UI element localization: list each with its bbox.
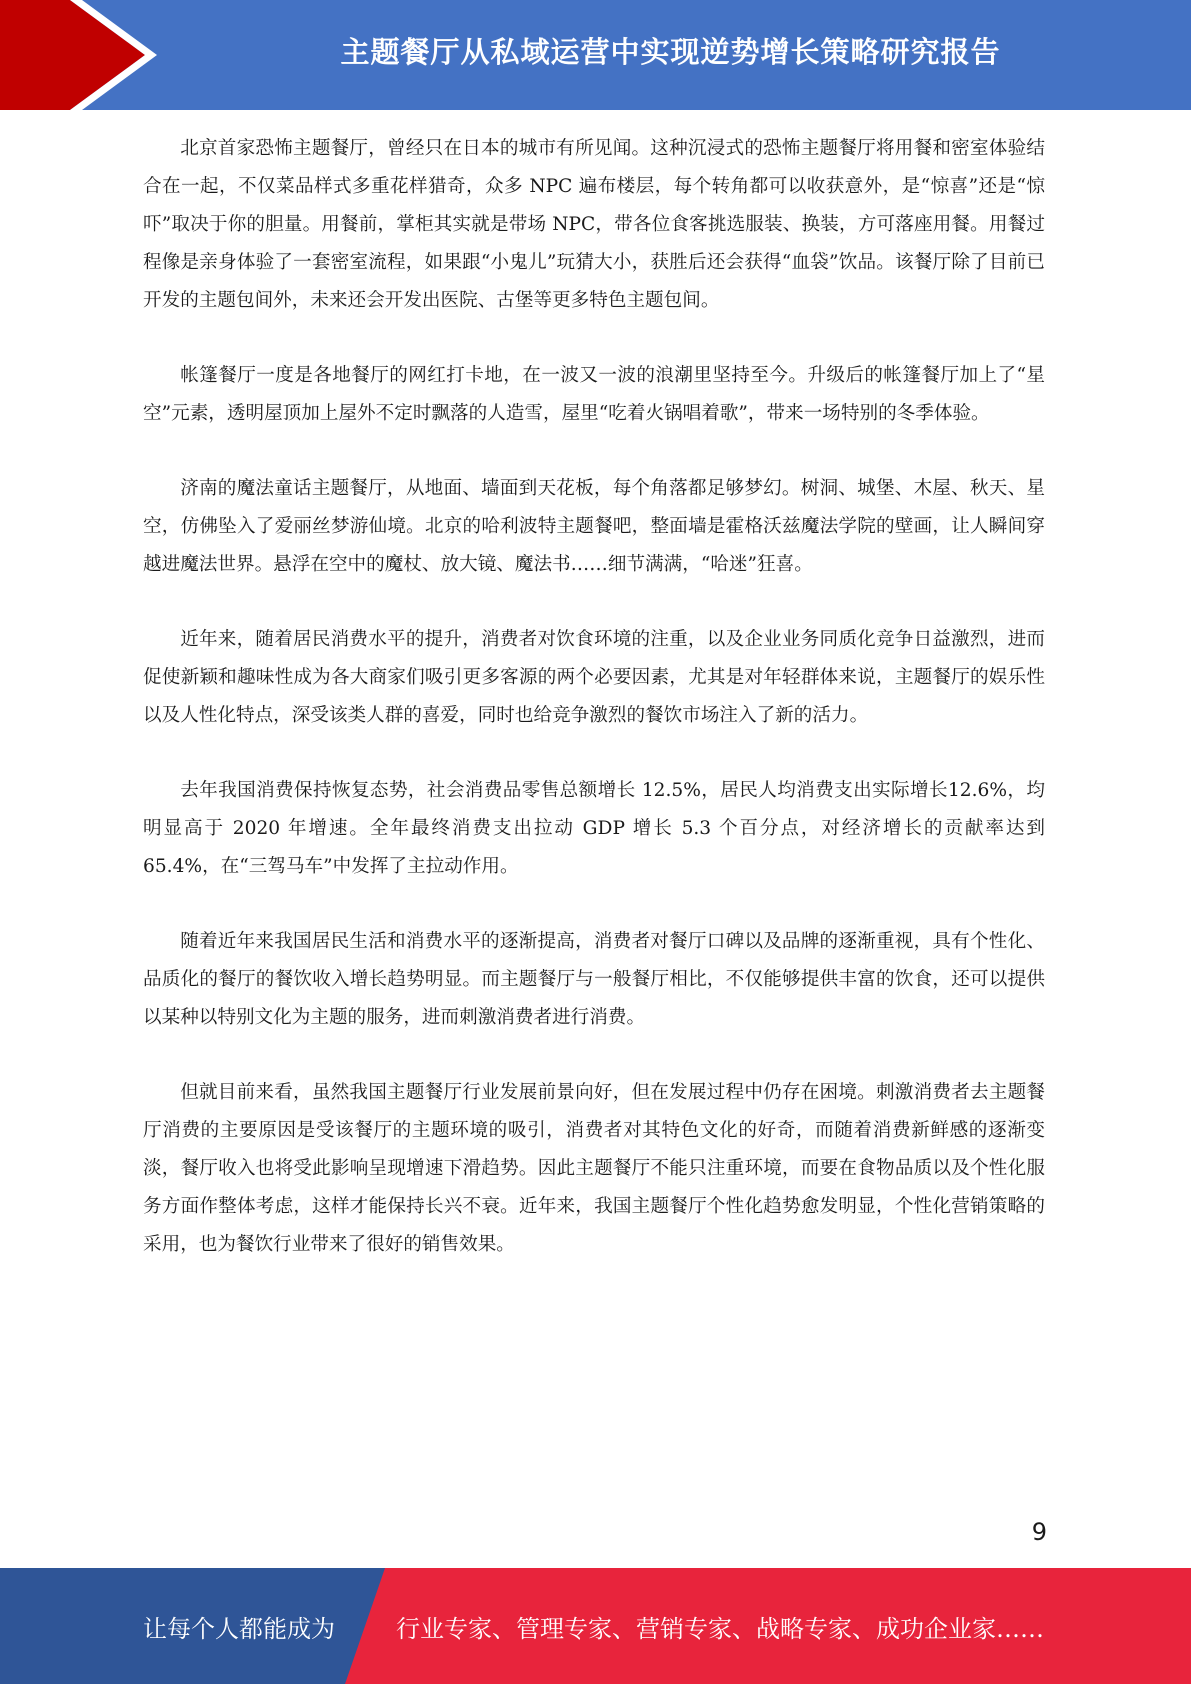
paragraph-7: 但就目前来看，虽然我国主题餐厅行业发展前景向好，但在发展过程中仍存在困境。刺激消费者去主题餐厅消费的主要原因是受该餐厅的主题环境的吸引，消费者对其特色文化的好奇，而随着消费新鲜感的逐渐变淡，餐厅收入也将受此影响呈现增速下滑趋势。因此主题餐厅不能只注重环境，而要在食物品质以及个性化服务方面作整体考虑，这样才能保持长兴不衰。近年来，我国主题餐厅个性化趋势愈发明显，个性化营销策略的采用，也为餐饮行业带来了很好的销售效果。 xyxy=(143,1082,1045,1255)
footer-slogan-right: 行业专家、管理专家、营销专家、战略专家、成功企业家…… xyxy=(396,1614,1044,1643)
paragraph-5: 去年我国消费保持恢复态势，社会消费品零售总额增长 12.5%，居民人均消费支出实际增长12.6%，均明显高于 2020 年增速。全年最终消费支出拉动 GDP 增长 5.3 个百分点，对经济增长的贡献率达到 65.4%，在“三驾马车”中发挥了主拉动作用。 xyxy=(143,780,1045,877)
paragraph-1: 北京首家恐怖主题餐厅，曾经只在日本的城市有所见闻。这种沉浸式的恐怖主题餐厅将用餐和密室体验结合在一起，不仅菜品样式多重花样猎奇，众多 NPC 遍布楼层，每个转角都可以收获意外，是“惊喜”还是“惊吓”取决于你的胆量。用餐前，掌柜其实就是带场 NPC，带各位食客挑选服装、换装，方可落座用餐。用餐过程像是亲身体验了一套密室流程，如果跟“小鬼儿”玩猜大小，获胜后还会获得“血袋”饮品。该餐厅除了目前已开发的主题包间外，未来还会开发出医院、古堡等更多特色主题包间。 xyxy=(143,138,1045,311)
paragraph-4: 近年来，随着居民消费水平的提升，消费者对饮食环境的注重，以及企业业务同质化竞争日益激烈，进而促使新颖和趣味性成为各大商家们吸引更多客源的两个必要因素，尤其是对年轻群体来说，主题餐厅的娱乐性以及人性化特点，深受该类人群的喜爱，同时也给竞争激烈的餐饮市场注入了新的活力。 xyxy=(143,629,1045,726)
page-header xyxy=(0,0,1191,110)
header-chevron-decoration xyxy=(0,0,160,110)
report-title: 主题餐厅从私域运营中实现逆势增长策略研究报告 xyxy=(340,34,1001,69)
paragraph-6: 随着近年来我国居民生活和消费水平的逐渐提高，消费者对餐厅口碑以及品牌的逐渐重视，具有个性化、品质化的餐厅的餐饮收入增长趋势明显。而主题餐厅与一般餐厅相比，不仅能够提供丰富的饮食，还可以提供以某种以特别文化为主题的服务，进而刺激消费者进行消费。 xyxy=(143,931,1045,1028)
body-content xyxy=(143,130,1045,1301)
page-footer xyxy=(0,1568,1191,1684)
chevron-red-shape xyxy=(0,0,145,110)
footer-slogan-left: 让每个人都能成为 xyxy=(143,1614,335,1643)
paragraph-2: 帐篷餐厅一度是各地餐厅的网红打卡地，在一波又一波的浪潮里坚持至今。升级后的帐篷餐厅加上了“星空”元素，透明屋顶加上屋外不定时飘落的人造雪，屋里“吃着火锅唱着歌”，带来一场特别的冬季体验。 xyxy=(143,365,1045,424)
paragraph-3: 济南的魔法童话主题餐厅，从地面、墙面到天花板，每个角落都足够梦幻。树洞、城堡、木屋、秋天、星空，仿佛坠入了爱丽丝梦游仙境。北京的哈利波特主题餐吧，整面墙是霍格沃兹魔法学院的壁画，让人瞬间穿越进魔法世界。悬浮在空中的魔杖、放大镜、魔法书……细节满满，“哈迷”狂喜。 xyxy=(143,478,1045,575)
page-number: 9 xyxy=(1031,1518,1047,1546)
